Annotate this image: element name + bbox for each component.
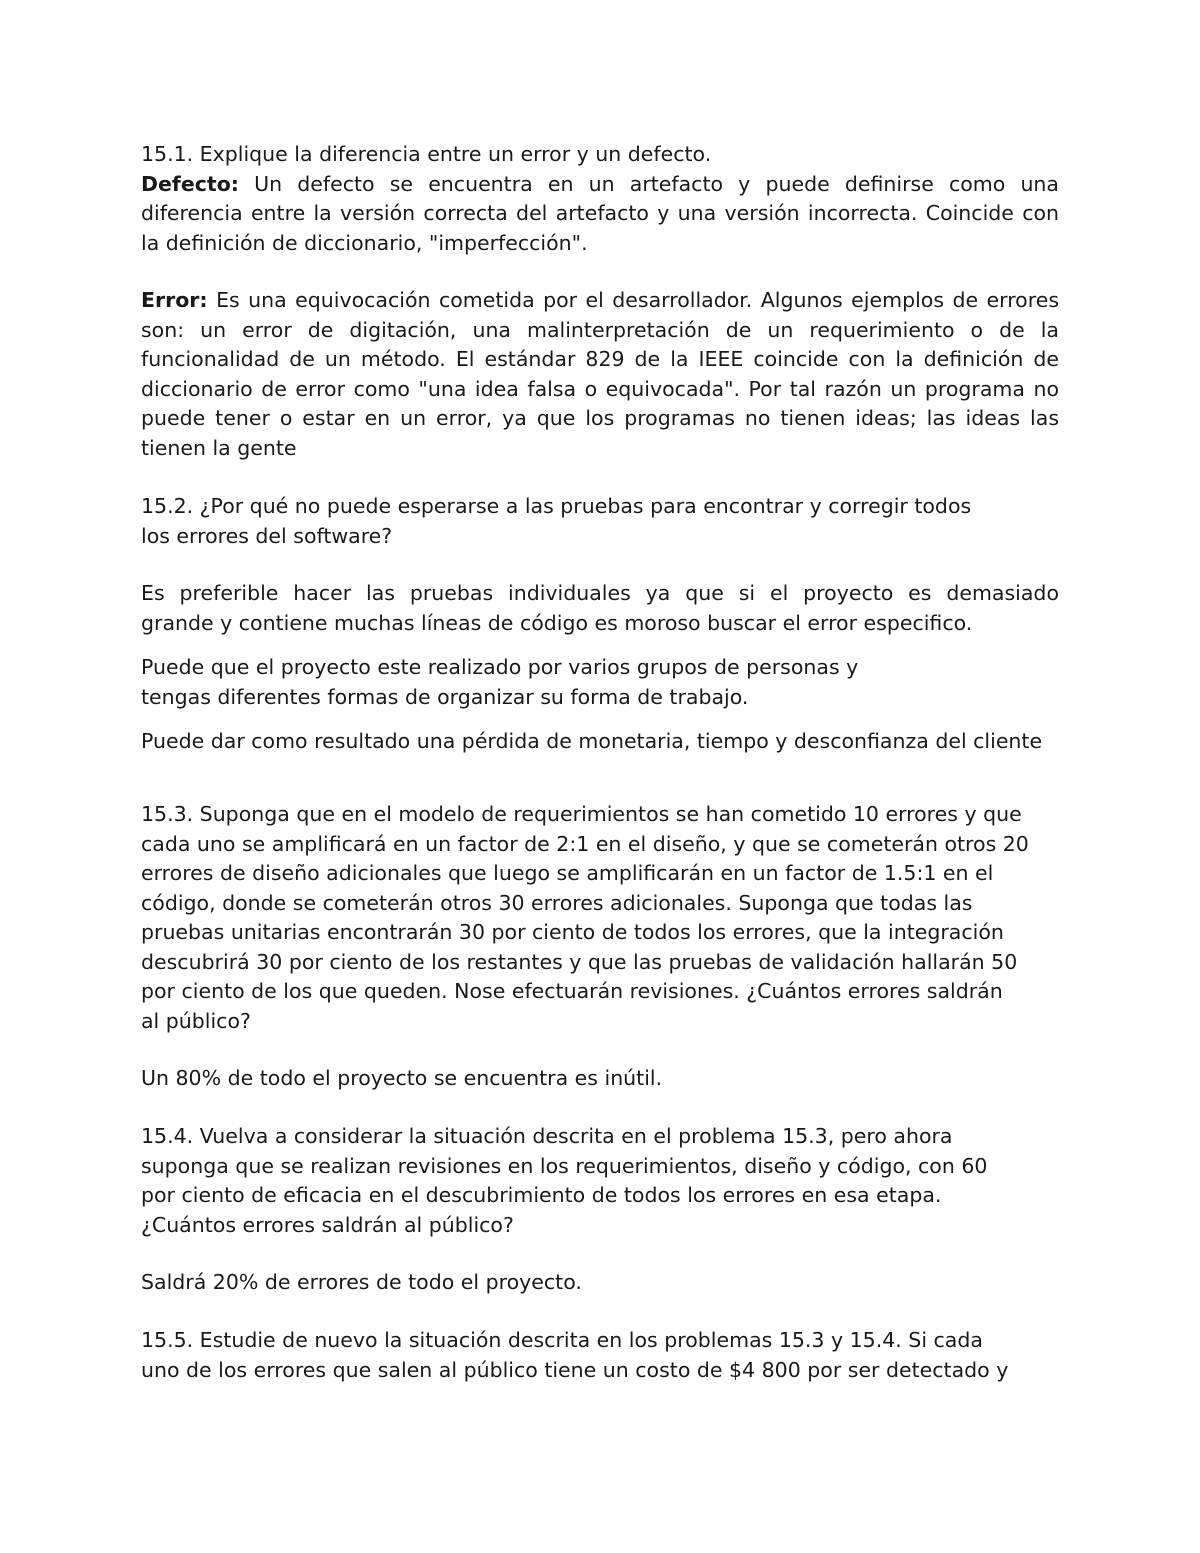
question-15-3-line: 15.3. Suponga que en el modelo de requerimientos se han cometido 10 errores y que — [141, 802, 1022, 826]
answer-15-2-line: Puede que el proyecto este realizado por varios grupos de personas y — [141, 655, 859, 679]
answer-15-2-line: tengas diferentes formas de organizar su forma de trabajo. — [141, 684, 749, 709]
question-15-3 — [141, 800, 1059, 1036]
question-15-3-line: código, donde se cometerán otros 30 errores adicionales. Suponga que todas las — [141, 890, 973, 915]
answer-15-2-line: Puede dar como resultado una pérdida de monetaria, tiempo y desconfianza del cliente — [141, 729, 1043, 753]
question-15-4-line: suponga que se realizan revisiones en los requerimientos, diseño y código, con 60 — [141, 1153, 988, 1178]
answer-15-3 — [141, 1064, 1059, 1094]
answer-15-2-line: grande y contiene muchas líneas de código es moroso buscar el error especifico. — [141, 610, 973, 635]
question-15-2 — [141, 492, 1059, 551]
answer-15-3-text: Un 80% de todo el proyecto se encuentra es inútil. — [141, 1066, 663, 1090]
question-15-4 — [141, 1122, 1059, 1240]
question-15-3-line: descubrirá 30 por ciento de los restantes y que las pruebas de validación hallarán 50 — [141, 949, 1018, 974]
question-15-3-line: cada uno se amplificará en un factor de 2:1 en el diseño, y que se cometerán otros 20 — [141, 831, 1029, 856]
answer-15-2-paragraph-1 — [141, 579, 1059, 638]
question-15-5 — [141, 1326, 1059, 1385]
answer-15-2-line: Es preferible hacer las pruebas individuales ya que si el proyecto es demasiado — [141, 581, 1059, 605]
defecto-text: Un defecto se encuentra en un artefacto y puede definirse como una diferencia entre la versión correcta del artefacto y una versión incorrecta. Coincide con la definición de diccionario, "imperfección". — [141, 171, 1059, 255]
question-15-3-line: al público? — [141, 1008, 251, 1033]
question-15-2-line: 15.2. ¿Por qué no puede esperarse a las pruebas para encontrar y corregir todos — [141, 494, 972, 518]
question-15-3-line: por ciento de los que queden. Nose efectuarán revisiones. ¿Cuántos errores saldrán — [141, 979, 1003, 1003]
answer-15-4 — [141, 1268, 1059, 1298]
error-text: Es una equivocación cometida por el desarrollador. Algunos ejemplos de errores son: un error de digitación, una malinterpretación de un requerimiento o de la funcionalidad de un método. El estándar 829 de la IEEE coincide con la definición de diccionario de error como "una idea falsa o equivocada". Por tal razón un programa no puede tener o estar en un error, ya que los programas no tienen ideas; las ideas las tienen la gente — [141, 288, 1059, 460]
answer-15-2-paragraph-2 — [141, 653, 1059, 712]
defecto-label: Defecto: — [141, 171, 239, 196]
question-15-2-line: los errores del software? — [141, 523, 393, 548]
question-15-5-line: uno de los errores que salen al público tiene un costo de $4 800 por ser detectado y — [141, 1357, 1009, 1382]
question-15-1-text: 15.1. Explique la diferencia entre un error y un defecto. — [141, 142, 712, 166]
defecto-paragraph — [141, 170, 1059, 259]
question-15-4-line: ¿Cuántos errores saldrán al público? — [141, 1212, 514, 1237]
question-15-5-line: 15.5. Estudie de nuevo la situación descrita en los problemas 15.3 y 15.4. Si cada — [141, 1328, 983, 1352]
answer-15-2-paragraph-3 — [141, 727, 1059, 757]
error-label: Error: — [141, 288, 208, 312]
question-15-3-line: pruebas unitarias encontrarán 30 por ciento de todos los errores, que la integración — [141, 920, 1004, 944]
question-15-4-line: 15.4. Vuelva a considerar la situación descrita en el problema 15.3, pero ahora — [141, 1124, 953, 1148]
answer-15-4-text: Saldrá 20% de errores de todo el proyecto. — [141, 1270, 582, 1294]
question-15-1 — [141, 140, 1059, 170]
question-15-3-line: errores de diseño adicionales que luego se amplificarán en un factor de 1.5:1 en el — [141, 861, 994, 885]
question-15-4-line: por ciento de eficacia en el descubrimiento de todos los errores en esa etapa. — [141, 1183, 942, 1207]
error-paragraph — [141, 286, 1059, 463]
